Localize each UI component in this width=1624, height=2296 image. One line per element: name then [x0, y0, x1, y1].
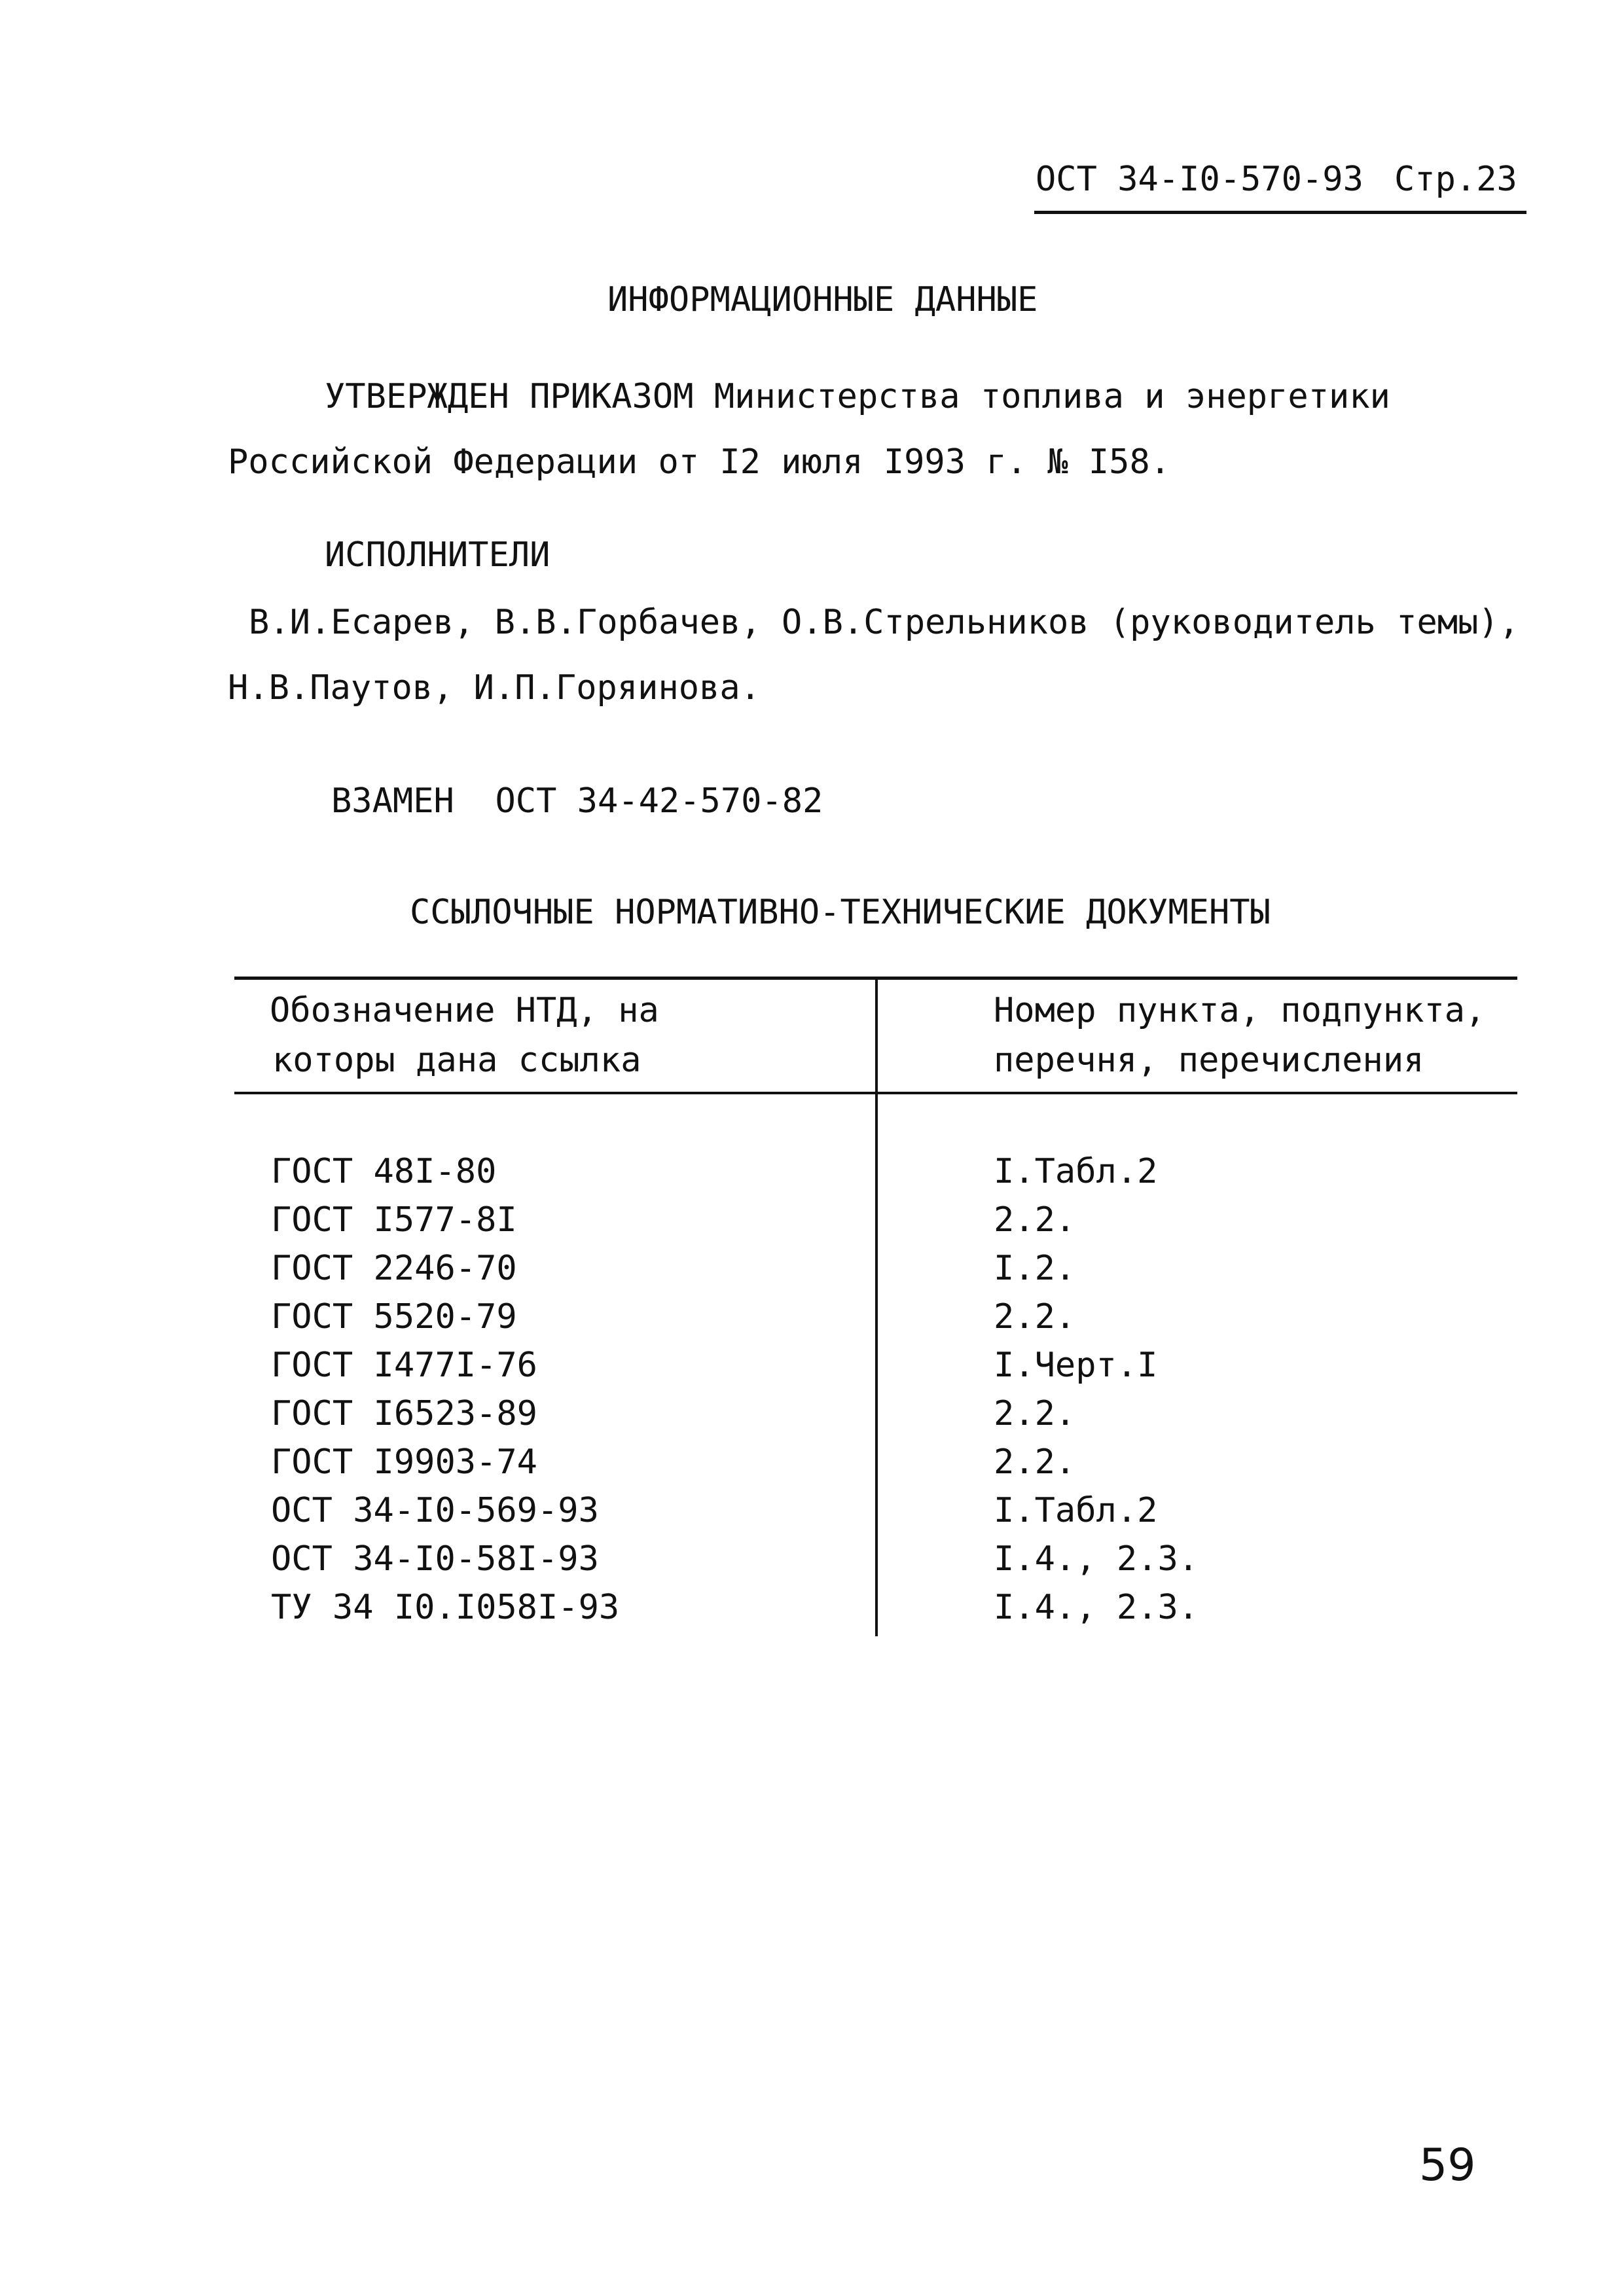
executors-line-1: В.И.Есарев, В.В.Горбачев, О.В.Стрельников (руководитель темы), [249, 603, 1520, 642]
executors-title: ИСПОЛНИТЕЛИ [325, 535, 550, 575]
page-reference: Стр.23 [1394, 160, 1517, 199]
row-item: І.4., 2.3. [994, 1539, 1199, 1579]
column-header-item-1: Номер пункта, подпункта, [994, 991, 1486, 1030]
row-item: 2.2. [994, 1394, 1076, 1433]
column-header-designation-1: Обозначение НТД, на [270, 991, 659, 1030]
row-document: ГОСТ 48І-80 [271, 1152, 497, 1191]
row-item: І.4., 2.3. [994, 1588, 1199, 1627]
row-document: ГОСТ І9903-74 [271, 1443, 537, 1482]
table-column-divider [875, 980, 878, 1636]
page-number: 59 [1419, 2140, 1476, 2191]
row-document: ГОСТ І6523-89 [271, 1394, 537, 1433]
row-document: ГОСТ І477І-76 [271, 1346, 537, 1385]
approved-line-2: Российской Федерации от І2 июля І993 г. № І58. [228, 442, 1171, 482]
row-document: ОСТ 34-І0-569-93 [271, 1491, 599, 1530]
row-document: ГОСТ 5520-79 [271, 1297, 517, 1336]
row-item: І.Табл.2 [994, 1491, 1158, 1530]
row-document: ТУ 34 І0.І058І-93 [271, 1588, 620, 1627]
row-item: 2.2. [994, 1443, 1076, 1482]
document-code: ОСТ 34-І0-570-93 [1036, 160, 1363, 199]
column-header-item-2: перечня, перечисления [994, 1041, 1424, 1080]
refs-title: ССЫЛОЧНЫЕ НОРМАТИВНО-ТЕХНИЧЕСКИЕ ДОКУМЕНТЫ [410, 893, 1271, 932]
row-item: 2.2. [994, 1297, 1076, 1336]
approved-line-1: УТВЕРЖДЕН ПРИКАЗОМ Министерства топлива и энергетики [325, 377, 1390, 416]
row-item: І.Табл.2 [994, 1152, 1158, 1191]
row-item: І.Черт.І [994, 1346, 1158, 1385]
row-document: ОСТ 34-І0-58І-93 [271, 1539, 599, 1579]
executors-line-2: Н.В.Паутов, И.П.Горяинова. [228, 668, 761, 708]
row-document: ГОСТ І577-8І [271, 1200, 517, 1240]
row-item: І.2. [994, 1249, 1076, 1288]
column-header-designation-2: которы дана ссылка [272, 1041, 641, 1080]
header-underline [1034, 211, 1526, 214]
info-title: ИНФОРМАЦИОННЫЕ ДАННЫЕ [607, 280, 1038, 319]
row-item: 2.2. [994, 1200, 1076, 1240]
replaces-line: ВЗАМЕН ОСТ 34-42-570-82 [331, 781, 823, 821]
row-document: ГОСТ 2246-70 [271, 1249, 517, 1288]
